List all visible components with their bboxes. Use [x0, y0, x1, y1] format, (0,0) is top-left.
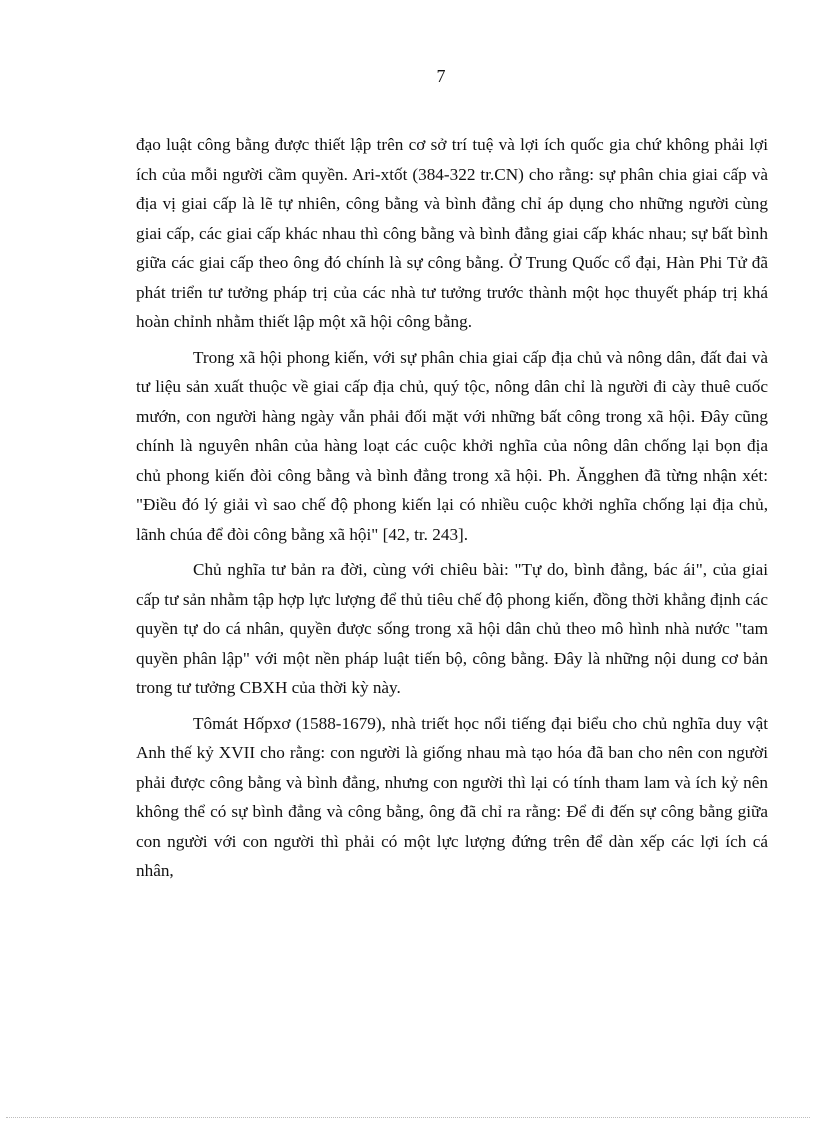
paragraph-4: Tômát Hốpxơ (1588-1679), nhà triết học nổi tiếng đại biểu cho chủ nghĩa duy vật Anh thế kỷ XVII cho rằng: con người là giống nhau mà tạo hóa đã ban cho nên con người phải được công bằng và bình đẳng, nhưng con người thì lại có tính tham lam và ích kỷ nên không thể có sự bình đẳng và công bằng, ông đã chỉ ra rằng: Để đi đến sự công bằng giữa con người với con người thì phải có một lực lượng đứng trên để dàn xếp các lợi ích cá nhân,	[136, 713, 768, 880]
paragraph-2: Trong xã hội phong kiến, với sự phân chia giai cấp địa chủ và nông dân, đất đai và tư liệu sản xuất thuộc về giai cấp địa chủ, quý tộc, nông dân chỉ là người đi cày thuê cuốc mướn, con người hàng ngày vẫn phải đối mặt với những bất công trong xã hội. Đây cũng chính là nguyên nhân của hàng loạt các cuộc khởi nghĩa của nông dân chống lại bọn địa chủ phong kiến đòi công bằng và bình đẳng trong xã hội. Ph. Ăngghen đã từng nhận xét: "Điều đó lý giải vì sao chế độ phong kiến lại có nhiều cuộc khởi nghĩa chống lại địa chủ, lãnh chúa để đòi công bằng xã hội" [42, tr. 243].	[136, 347, 768, 544]
body-text	[136, 130, 768, 892]
paragraph-1: đạo luật công bằng được thiết lập trên cơ sở trí tuệ và lợi ích quốc gia chứ không phải lợi ích của mỗi người cầm quyền. Ari-xtốt (384-322 tr.CN) cho rằng: sự phân chia giai cấp và địa vị giai cấp là lẽ tự nhiên, công bằng và bình đẳng chỉ áp dụng cho những người cùng giai cấp, các giai cấp khác nhau thì công bằng và bình đẳng giai cấp khác nhau; sự bất bình giữa các giai cấp theo ông đó chính là sự công bằng. Ở Trung Quốc cổ đại, Hàn Phi Tử đã phát triển tư tưởng pháp trị của các nhà tư tưởng trước thành một học thuyết pháp trị khá hoàn chỉnh nhằm thiết lập một xã hội công bằng.	[136, 135, 768, 331]
page-number: 7	[436, 66, 446, 86]
paragraph-3: Chủ nghĩa tư bản ra đời, cùng với chiêu bài: "Tự do, bình đẳng, bác ái", của giai cấp tư sản nhằm tập hợp lực lượng để thủ tiêu chế độ phong kiến, đồng thời khẳng định các quyền tự do cá nhân, quyền được sống trong xã hội dân chủ theo mô hình nhà nước "tam quyền phân lập" với một nền pháp luật tiến bộ, công bằng. Đây là những nội dung cơ bản trong tư tưởng CBXH của thời kỳ này.	[136, 560, 768, 697]
page-bottom-border	[6, 1117, 810, 1118]
